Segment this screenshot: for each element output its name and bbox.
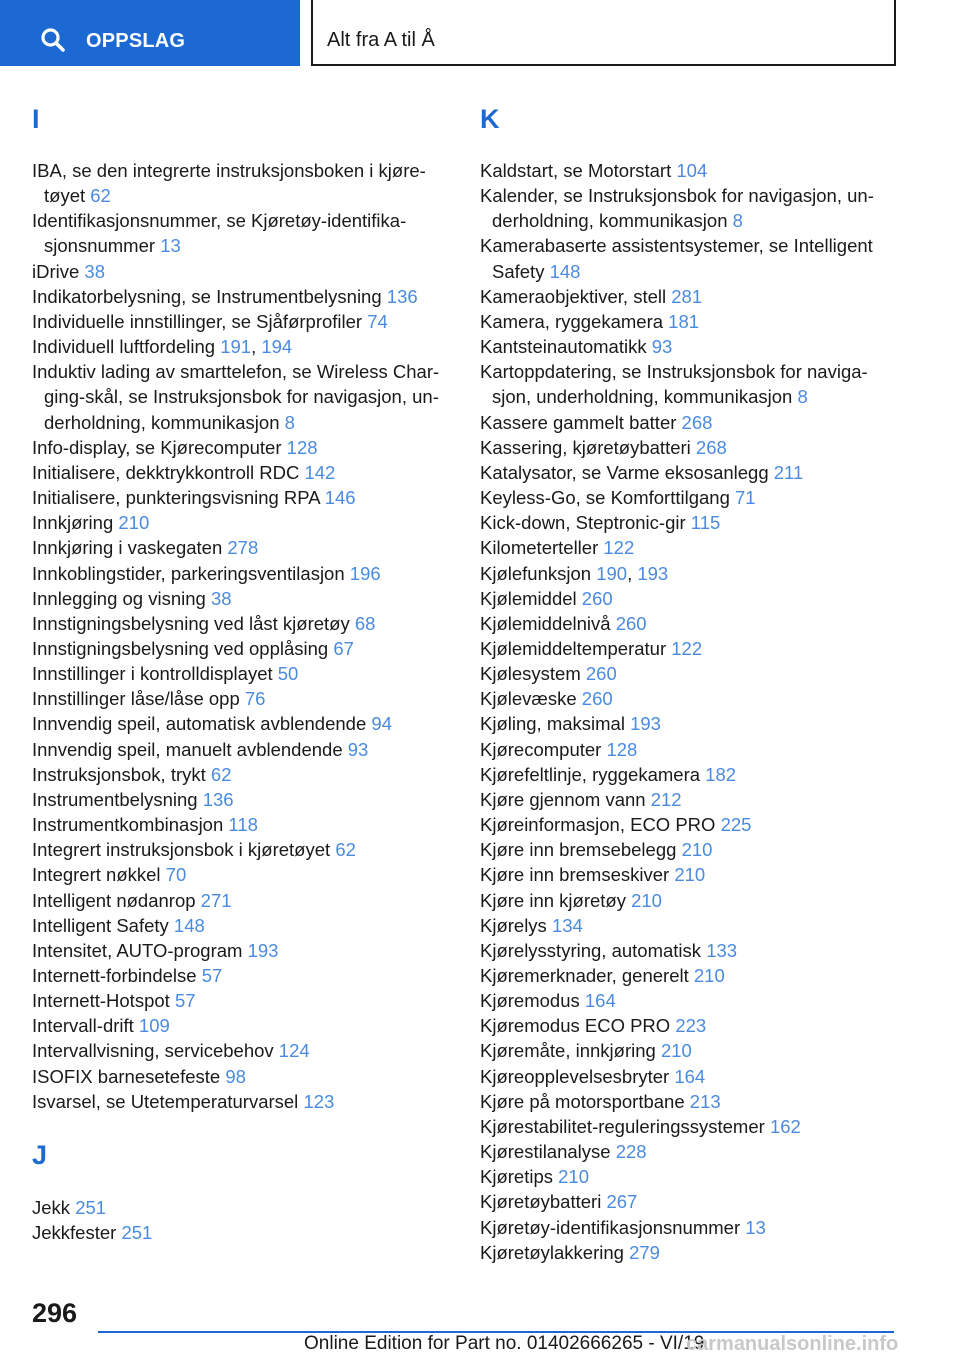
index-entry-text: Kilometerteller: [480, 537, 604, 559]
page-link[interactable]: 210: [660, 1040, 692, 1062]
index-entry: [480, 435, 890, 460]
section-title: Alt fra A til Å: [327, 29, 435, 51]
index-entry-text: Internett-Hotspot: [32, 990, 175, 1012]
index-entry: [32, 1013, 452, 1038]
page-link[interactable]: 193: [630, 713, 661, 735]
page-link[interactable]: 94: [371, 713, 392, 735]
index-entry-text: Kjøretips: [480, 1166, 559, 1188]
index-entry: [480, 862, 890, 887]
page-link[interactable]: 57: [174, 990, 196, 1012]
search-tab-label: OPPSLAG: [86, 30, 186, 52]
index-entry-text: Kjølevæske: [480, 688, 582, 710]
page-link[interactable]: 109: [138, 1015, 170, 1037]
page-link[interactable]: 260: [581, 688, 613, 710]
index-entry: [32, 1220, 452, 1245]
index-entry: [480, 812, 890, 837]
index-entry-text: Kartoppdatering, se Instruksjonsbok for naviga-sjon, underholdning, kommunikasjon: [480, 361, 868, 408]
index-entry: [480, 1114, 890, 1139]
index-entry-text: Kjøremodus ECO PRO: [480, 1015, 676, 1037]
index-entry-text: Kjøremodus: [480, 990, 585, 1012]
index-entry-text: Integrert nøkkel: [32, 864, 166, 886]
index-entry: [32, 1038, 452, 1063]
index-entry-text: Keyless-Go, se Komforttilgang: [480, 487, 735, 509]
page-link[interactable]: 210: [558, 1166, 590, 1188]
page-link[interactable]: 181: [668, 310, 700, 332]
index-entry-text: Kjørelys: [480, 914, 552, 936]
page-link[interactable]: 210: [681, 839, 713, 861]
index-entry-text: Innstillinger låse/låse opp: [32, 688, 245, 710]
page-link[interactable]: 225: [720, 814, 752, 836]
index-entry: [480, 284, 890, 309]
index-entry-text: Intelligent nødanrop: [32, 889, 201, 911]
index-entry: [32, 334, 452, 359]
page-link[interactable]: 223: [675, 1015, 707, 1037]
index-entry-text: Kassering, kjøretøybatteri: [480, 436, 696, 458]
page-link[interactable]: 13: [745, 1216, 766, 1238]
page-link[interactable]: 212: [650, 788, 682, 810]
page-link[interactable]: 122: [603, 537, 635, 559]
index-entry-text: Katalysator, se Varme eksosanlegg: [480, 461, 774, 483]
index-entry: [480, 1215, 890, 1240]
index-entry: [32, 1089, 452, 1114]
index-entry: [480, 485, 890, 510]
index-entry-text: Initialisere, dekktrykkontroll RDC: [32, 461, 305, 483]
section-letter-k: K: [480, 104, 500, 134]
index-entry: [32, 460, 452, 485]
page-link[interactable]: 251: [121, 1222, 153, 1244]
index-entry: [480, 561, 890, 586]
page-link[interactable]: 67: [333, 637, 354, 659]
search-tab[interactable]: [0, 0, 300, 66]
index-entry-text: Kjøre inn kjøretøy: [480, 889, 632, 911]
index-entry: [32, 435, 452, 460]
page-link[interactable]: 210: [674, 864, 706, 886]
index-entry: [480, 1139, 890, 1164]
index-entry-text: Innkjøring i vaskegaten: [32, 537, 228, 559]
index-entry: [32, 686, 452, 711]
page-link[interactable]: 210: [118, 512, 150, 534]
page-link[interactable]: 13: [160, 235, 181, 257]
index-entry: [480, 1240, 890, 1265]
index-entry: [480, 611, 890, 636]
page-link[interactable]: 8: [284, 411, 295, 433]
page-link[interactable]: 68: [354, 612, 376, 634]
index-entry-text: Kjørestilanalyse: [480, 1141, 616, 1163]
index-entry-text: iDrive: [32, 260, 85, 282]
page-link[interactable]: 182: [705, 763, 737, 785]
entry-list-i: [32, 158, 452, 1114]
index-entry: [32, 611, 452, 636]
page-link[interactable]: 148: [549, 260, 581, 282]
index-entry: [32, 561, 452, 586]
index-entry-text: Innvendig speil, manuelt avblendende: [32, 738, 348, 760]
index-entry: [32, 259, 452, 284]
index-entry: [32, 485, 452, 510]
page-link[interactable]: 128: [606, 738, 638, 760]
page-link[interactable]: 260: [581, 587, 613, 609]
index-entry-text: Identifikasjonsnummer, se Kjøretøy-identifika-sjonsnummer: [32, 210, 407, 257]
index-entry-text: Kamerabaserte assistentsystemer, se Intelligent Safety: [480, 235, 873, 282]
section-title-tab[interactable]: [311, 0, 896, 66]
index-entry-text: Innlegging og visning: [32, 587, 211, 609]
index-entry-text: Induktiv lading av smarttelefon, se Wireless Char-ging-skål, se Instruksjonsbok for navigasjon, un-derholdning, kommunikasjon: [32, 361, 440, 433]
entry-list-k: [480, 158, 890, 1265]
index-entry-text: Info-display, se Kjørecomputer: [32, 436, 287, 458]
index-entry: [32, 284, 452, 309]
page-link[interactable]: 76: [244, 688, 266, 710]
entry-list-j: [32, 1195, 452, 1245]
index-entry: [32, 208, 452, 258]
page-link[interactable]: 268: [681, 411, 713, 433]
index-entry: [480, 410, 890, 435]
index-entry-text: Kantsteinautomatikk: [480, 336, 652, 358]
page-link[interactable]: 281: [671, 285, 703, 307]
index-entry-text: Jekk: [32, 1197, 76, 1218]
index-entry-text: Innstillinger i kontrolldisplayet: [32, 663, 278, 685]
index-entry: [32, 837, 452, 862]
page-link[interactable]: 70: [165, 864, 187, 886]
index-entry-text: Integrert instruksjonsbok i kjøretøyet: [32, 839, 336, 861]
index-entry-text: Kjøretøybatteri: [480, 1191, 607, 1213]
index-entry-text: IBA, se den integrerte instruksjonsboken i kjøre-tøyet: [32, 160, 426, 207]
page-link[interactable]: 260: [585, 663, 617, 685]
index-entry: [480, 661, 890, 686]
index-entry: [32, 636, 452, 661]
page-link[interactable]: 213: [689, 1090, 721, 1112]
page-link[interactable]: 123: [303, 1090, 335, 1112]
edition-text: Online Edition for Part no. 01402666265 - VI/19: [304, 1333, 705, 1354]
index-entry-text: Kjøretøylakkering: [480, 1241, 630, 1263]
index-entry-text: Innkoblingstider, parkeringsventilasjon: [32, 562, 350, 584]
page-link[interactable]: 251: [75, 1197, 107, 1218]
index-entry-text: Kjølefunksjon: [480, 562, 597, 584]
index-entry: [480, 1038, 890, 1063]
index-entry-text: Innkjøring: [32, 512, 119, 534]
page-link[interactable]: 142: [304, 461, 336, 483]
section-letter-i: I: [32, 104, 40, 134]
index-entry-text: Innvendig speil, automatisk avblendende: [32, 713, 372, 735]
index-entry: [32, 888, 452, 913]
page-link[interactable]: 62: [90, 185, 111, 207]
page-link[interactable]: 278: [227, 537, 259, 559]
index-entry: [32, 963, 452, 988]
index-entry-text: Kjøretøy-identifikasjonsnummer: [480, 1216, 746, 1238]
index-entry: [480, 1013, 890, 1038]
index-entry-text: Kjøre inn bremseskiver: [480, 864, 675, 886]
index-entry-text: Kjølemiddeltemperatur: [480, 637, 672, 659]
index-entry: [32, 1064, 452, 1089]
page-link[interactable]: 93: [651, 336, 673, 358]
page-link[interactable]: 38: [210, 587, 232, 609]
index-entry: [32, 938, 452, 963]
page-link[interactable]: 134: [551, 914, 583, 936]
page-link[interactable]: 191: [220, 336, 252, 358]
index-entry-text: Kaldstart, se Motorstart: [480, 160, 677, 181]
index-entry-text: Kjørecomputer: [480, 738, 607, 760]
page-link[interactable]: 8: [797, 386, 808, 408]
page-link[interactable]: 124: [278, 1040, 310, 1062]
page-link[interactable]: 267: [606, 1191, 638, 1213]
index-entry-text: Kjørestabilitet-reguleringssystemer: [480, 1115, 770, 1137]
index-entry: [480, 963, 890, 988]
index-entry: [480, 762, 890, 787]
index-entry-text: Internett-forbindelse: [32, 965, 202, 986]
index-entry: [32, 812, 452, 837]
index-entry: [32, 988, 452, 1013]
page-link[interactable]: 57: [201, 965, 223, 986]
index-entry: [480, 183, 890, 233]
page-link[interactable]: 164: [674, 1065, 706, 1087]
index-entry-text: Kjølemiddel: [480, 587, 582, 609]
index-entry-text: Jekkfester: [32, 1222, 122, 1244]
index-entry-text: Kjøreinformasjon, ECO PRO: [480, 814, 721, 836]
index-entry-text: Intelligent Safety: [32, 914, 174, 936]
index-entry: [480, 888, 890, 913]
page-link[interactable]: 62: [335, 839, 356, 861]
index-entry: [480, 158, 890, 183]
index-entry: [480, 510, 890, 535]
index-entry: [32, 359, 452, 434]
index-entry: [32, 586, 452, 611]
index-entry: [32, 661, 452, 686]
index-entry: [480, 913, 890, 938]
index-entry-text: Kjøling, maksimal: [480, 713, 631, 735]
page-link[interactable]: 74: [367, 310, 388, 332]
index-entry-text: Indikatorbelysning, se Instrumentbelysning: [32, 285, 387, 307]
index-entry-text: Intensitet, AUTO-program: [32, 939, 248, 961]
index-entry: [32, 535, 452, 560]
page-link[interactable]: 133: [706, 939, 738, 961]
index-entry: [32, 787, 452, 812]
index-entry-text: Kjøremerknader, generelt: [480, 965, 694, 986]
page-link[interactable]: 196: [349, 562, 381, 584]
index-entry-text: Kjølesystem: [480, 663, 586, 685]
index-entry-text: Initialisere, punkteringsvisning RPA: [32, 487, 325, 509]
index-entry: [480, 460, 890, 485]
page-link[interactable]: 194: [261, 336, 293, 358]
page-link[interactable]: 38: [84, 260, 105, 282]
index-entry: [480, 636, 890, 661]
index-entry-text: Kamera, ryggekamera: [480, 310, 669, 332]
page-link[interactable]: 193: [247, 939, 279, 961]
page-link[interactable]: 193: [637, 562, 669, 584]
index-entry: [480, 1189, 890, 1214]
page-link[interactable]: 164: [584, 990, 616, 1012]
index-entry-text: Innstigningsbelysning ved opplåsing: [32, 637, 334, 659]
page-link[interactable]: 210: [631, 889, 662, 911]
search-icon: [40, 27, 66, 53]
index-entry: [480, 359, 890, 409]
index-entry: [480, 988, 890, 1013]
index-entry: [480, 586, 890, 611]
page-link[interactable]: 211: [773, 461, 804, 483]
index-entry: [32, 1195, 452, 1220]
index-entry-text: Instrumentbelysning: [32, 788, 203, 810]
page-link[interactable]: 260: [615, 612, 647, 634]
index-entry: [32, 309, 452, 334]
index-entry: [480, 1089, 890, 1114]
index-entry: [32, 158, 452, 208]
page-link[interactable]: 228: [615, 1141, 647, 1163]
index-entry-text: Kassere gammelt batter: [480, 411, 682, 433]
page-link[interactable]: 136: [386, 285, 418, 307]
page-link[interactable]: 118: [228, 814, 258, 836]
page-separator: ,: [627, 562, 638, 584]
page-link[interactable]: 122: [671, 637, 703, 659]
index-entry-text: Kjørefeltlinje, ryggekamera: [480, 763, 706, 785]
watermark: carmanualsonline.info: [686, 1333, 899, 1355]
index-entry-text: Instruksjonsbok, trykt: [32, 763, 211, 785]
index-entry: [480, 309, 890, 334]
index-entry: [480, 233, 890, 283]
page-link[interactable]: 8: [732, 210, 743, 232]
index-entry: [480, 686, 890, 711]
index-entry: [32, 510, 452, 535]
index-entry: [480, 938, 890, 963]
page-link[interactable]: 98: [225, 1065, 246, 1087]
index-entry-text: Intervallvisning, servicebehov: [32, 1040, 279, 1062]
index-entry: [480, 535, 890, 560]
index-entry: [32, 711, 452, 736]
page-link[interactable]: 115: [690, 512, 721, 534]
page-link[interactable]: 128: [286, 436, 318, 458]
page-link[interactable]: 71: [735, 487, 756, 509]
index-entry-text: Individuell luftfordeling: [32, 336, 221, 358]
index-entry: [480, 1164, 890, 1189]
index-entry-text: Intervall-drift: [32, 1015, 139, 1037]
page-link[interactable]: 162: [769, 1115, 801, 1137]
index-entry: [32, 862, 452, 887]
index-entry-text: Kjøre gjennom vann: [480, 788, 651, 810]
index-entry-text: Kameraobjektiver, stell: [480, 285, 672, 307]
index-entry-text: Instrumentkombinasjon: [32, 814, 229, 836]
page-link[interactable]: 104: [676, 160, 708, 181]
page-link[interactable]: 50: [277, 663, 299, 685]
index-entry: [480, 334, 890, 359]
index-entry-text: Kjørelysstyring, automatisk: [480, 939, 707, 961]
page-number: 296: [32, 1298, 78, 1328]
page-separator: ,: [251, 336, 262, 358]
index-entry: [480, 711, 890, 736]
top-bar: [0, 0, 960, 66]
page-link[interactable]: 136: [202, 788, 234, 810]
index-entry-text: ISOFIX barnesetefeste: [32, 1065, 226, 1087]
page-link[interactable]: 190: [596, 562, 628, 584]
section-letter-j: J: [32, 1140, 48, 1170]
index-entry: [480, 737, 890, 762]
index-entry-text: Kjøremåte, innkjøring: [480, 1040, 661, 1062]
page-link[interactable]: 93: [347, 738, 369, 760]
index-entry-text: Innstigningsbelysning ved låst kjøretøy: [32, 612, 355, 634]
page-link[interactable]: 271: [200, 889, 232, 911]
index-entry-text: Kick-down, Steptronic-gir: [480, 512, 691, 534]
index-entry-text: Kjøre på motorsportbane: [480, 1090, 690, 1112]
index-entry: [32, 762, 452, 787]
page-link[interactable]: 210: [693, 965, 725, 986]
index-entry-text: Kalender, se Instruksjonsbok for navigasjon, un-derholdning, kommunikasjon: [480, 185, 874, 232]
page-link[interactable]: 148: [173, 914, 205, 936]
page-link[interactable]: 268: [695, 436, 727, 458]
index-entry: [32, 737, 452, 762]
index-entry-text: Kjøreopplevelsesbryter: [480, 1065, 675, 1087]
page-link[interactable]: 62: [210, 763, 232, 785]
index-entry: [480, 1064, 890, 1089]
index-entry: [480, 787, 890, 812]
index-entry-text: Kjøre inn bremsebelegg: [480, 839, 682, 861]
index-entry: [480, 837, 890, 862]
index-entry-text: Isvarsel, se Utetemperaturvarsel: [32, 1090, 304, 1112]
index-entry-text: Individuelle innstillinger, se Sjåførprofiler: [32, 310, 368, 332]
index-entry: [32, 913, 452, 938]
index-entry-text: Kjølemiddelnivå: [480, 612, 616, 634]
page-link[interactable]: 279: [629, 1241, 660, 1263]
page-link[interactable]: 146: [324, 487, 356, 509]
